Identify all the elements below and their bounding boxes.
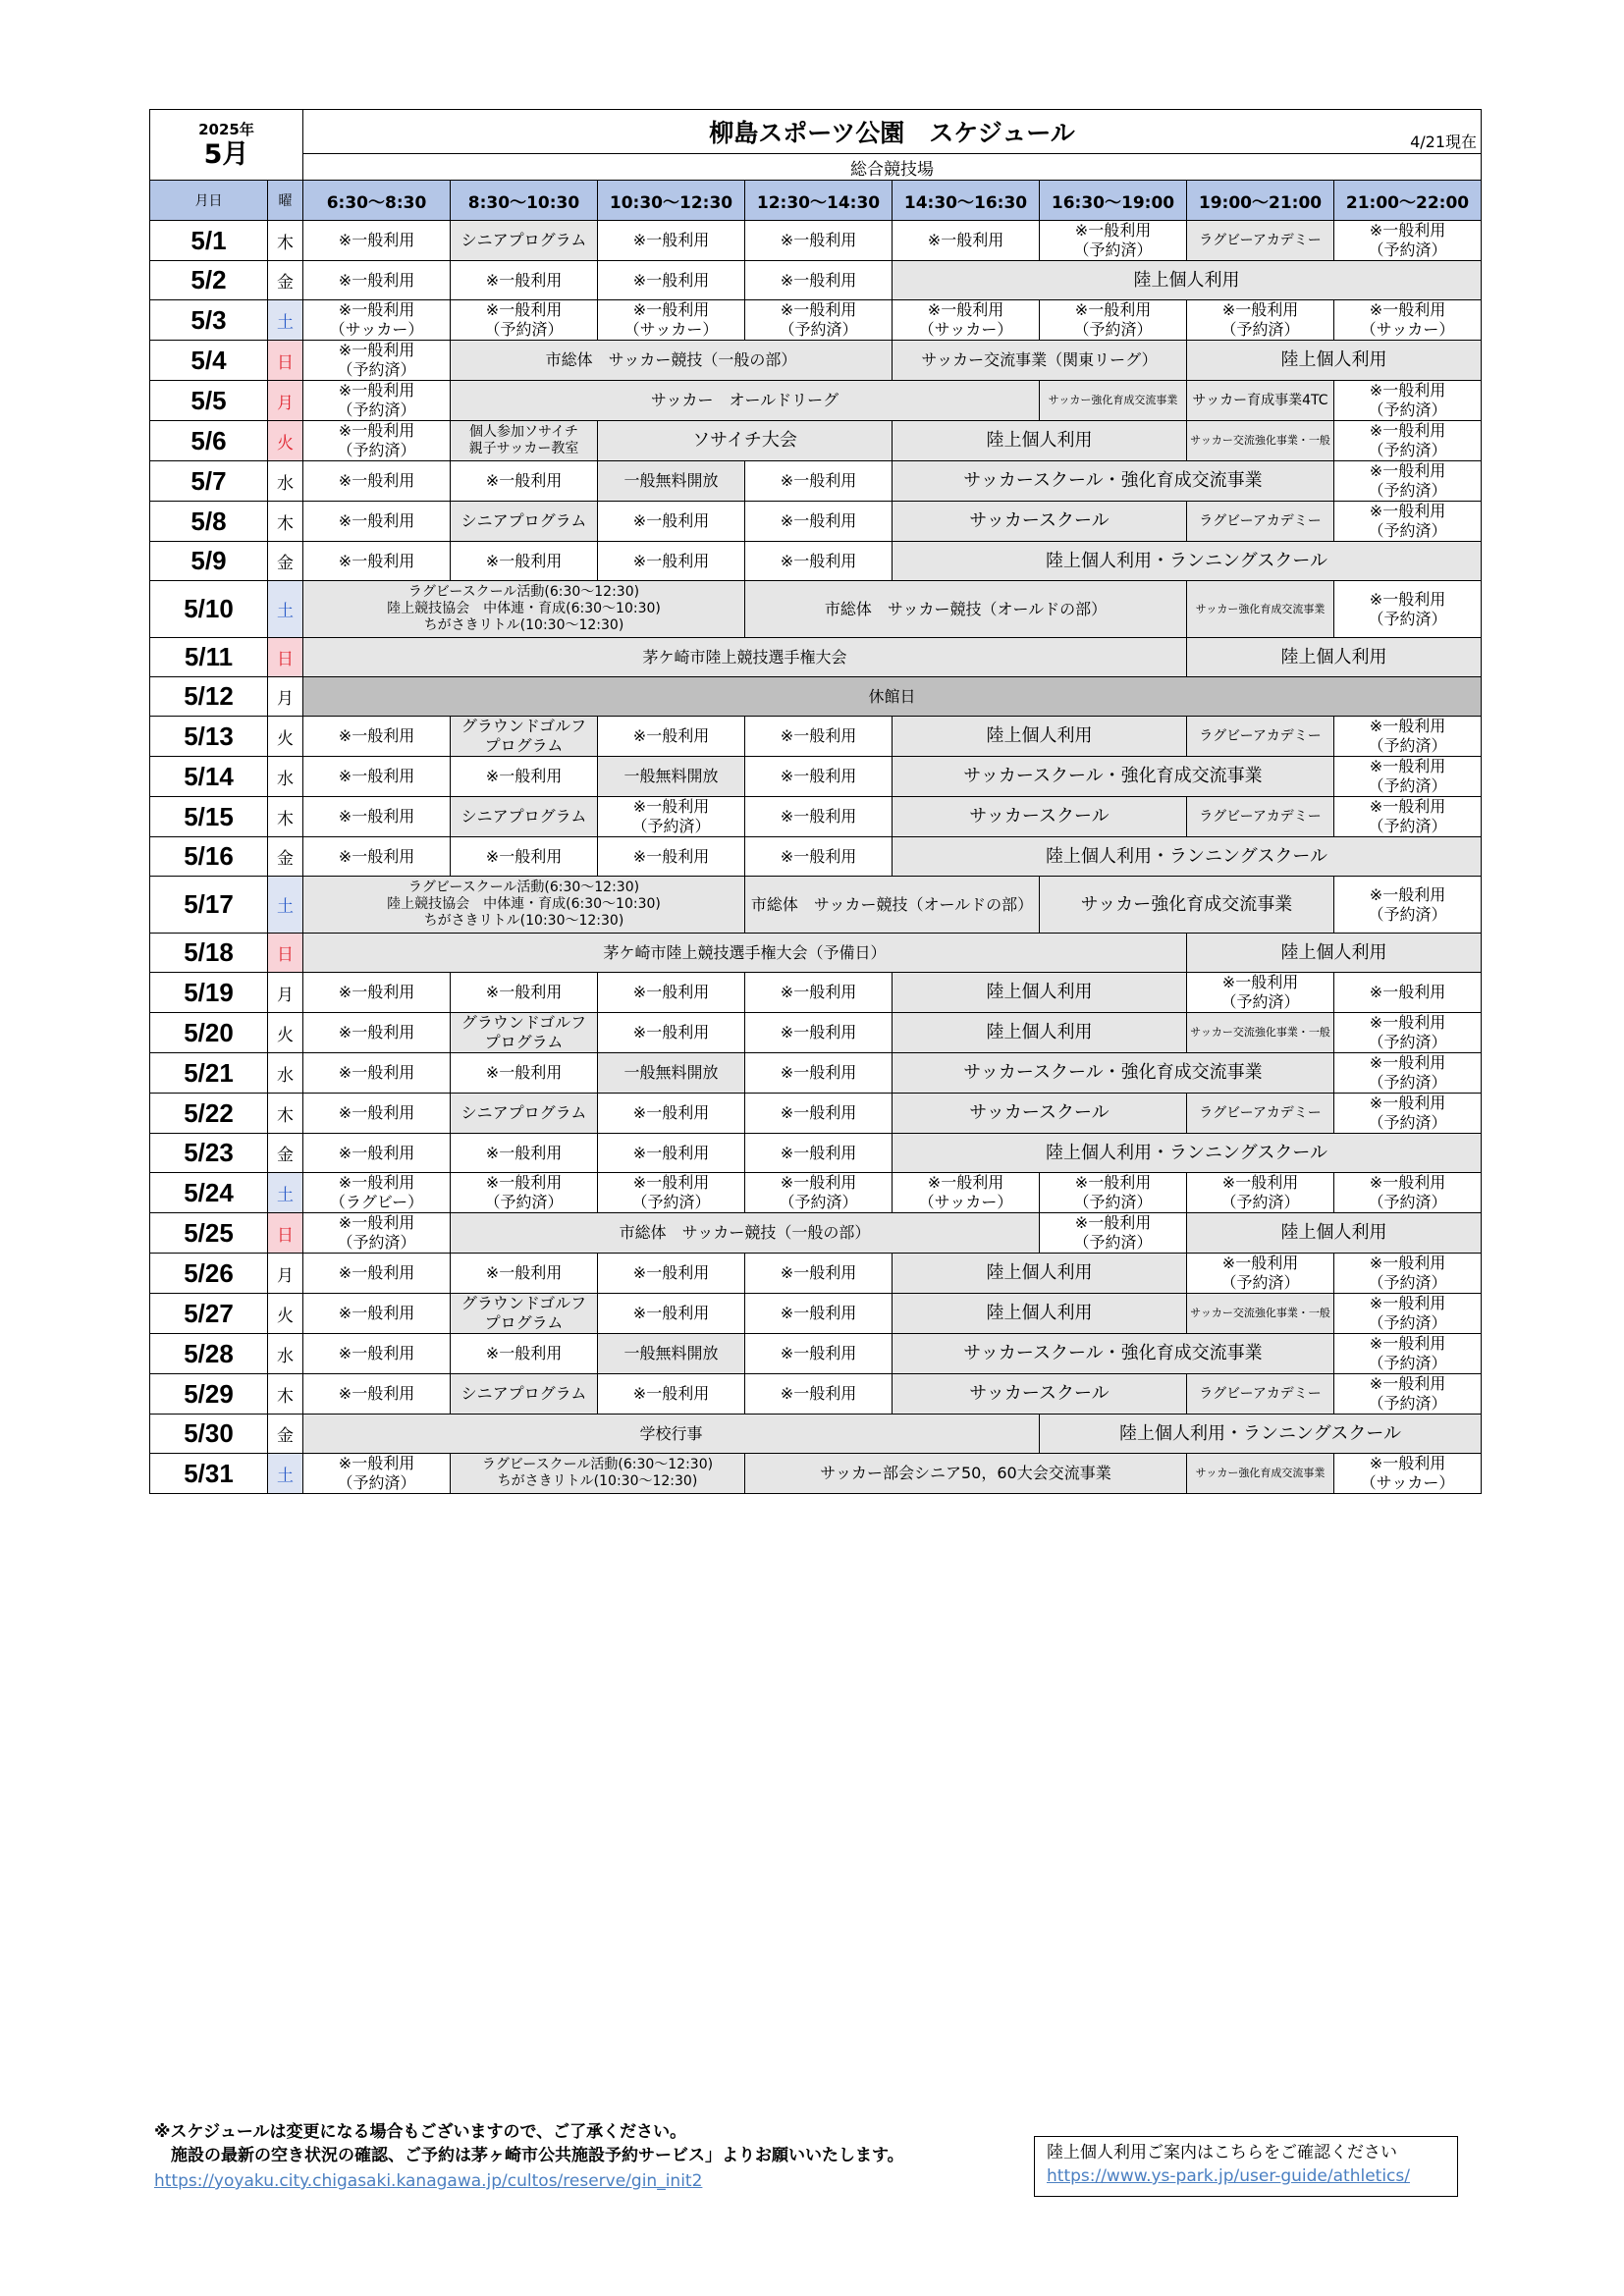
slot-cell: ※一般利用: [303, 837, 451, 877]
slot-cell: ※一般利用: [745, 1294, 893, 1334]
date-cell: 5/15: [150, 797, 268, 837]
slot-cell: ※一般利用: [598, 502, 745, 542]
slot-cell: ※一般利用 （サッカー）: [893, 300, 1040, 341]
slot-cell: ※一般利用 （予約済）: [303, 1454, 451, 1494]
schedule-row: [150, 542, 1482, 581]
slot-header: 6:30～8:30: [303, 181, 451, 221]
weekday-cell: 木: [268, 797, 303, 837]
slot-cell: 個人参加ソサイチ 親子サッカー教室: [451, 421, 598, 461]
weekday-cell: 土: [268, 300, 303, 341]
slot-cell: ※一般利用: [598, 261, 745, 300]
schedule-row: [150, 1134, 1482, 1173]
slot-cell: ※一般利用: [598, 1254, 745, 1294]
slot-cell: ※一般利用: [451, 837, 598, 877]
slot-cell: ラグビースクール活動(6:30～12:30) 陸上競技協会 中体連・育成(6:30～10:30) ちがさきリトル(10:30～12:30): [303, 877, 745, 934]
schedule-row: [150, 461, 1482, 502]
slot-cell: ※一般利用 （予約済）: [1334, 421, 1482, 461]
slot-cell: シニアプログラム: [451, 1094, 598, 1134]
schedule-row: [150, 1294, 1482, 1334]
venue-name: 総合競技場: [303, 154, 1482, 181]
schedule-row: [150, 341, 1482, 381]
weekday-cell: 日: [268, 341, 303, 381]
slot-cell: ※一般利用 （予約済）: [1040, 221, 1187, 261]
slot-cell: ※一般利用 （予約済）: [1334, 1053, 1482, 1094]
date-cell: 5/5: [150, 381, 268, 421]
date-cell: 5/14: [150, 757, 268, 797]
slot-cell: 茅ケ崎市陸上競技選手権大会: [303, 638, 1187, 677]
weekday-cell: 土: [268, 1454, 303, 1494]
slot-cell: サッカー強化育成交流事業: [1187, 581, 1334, 638]
date-cell: 5/25: [150, 1213, 268, 1254]
weekday-cell: 金: [268, 261, 303, 300]
date-cell: 5/4: [150, 341, 268, 381]
date-cell: 5/12: [150, 677, 268, 717]
slot-cell: 市総体 サッカー競技（一般の部）: [451, 341, 893, 381]
slot-header: 19:00～21:00: [1187, 181, 1334, 221]
slot-cell: サッカースクール・強化育成交流事業: [893, 461, 1334, 502]
slot-cell: ※一般利用 （予約済）: [1334, 1094, 1482, 1134]
slot-cell: ※一般利用: [598, 973, 745, 1013]
slot-cell: ※一般利用 （予約済）: [1187, 1254, 1334, 1294]
slot-cell: サッカー強化育成交流事業: [1187, 1454, 1334, 1494]
date-cell: 5/8: [150, 502, 268, 542]
date-cell: 5/11: [150, 638, 268, 677]
date-cell: 5/30: [150, 1415, 268, 1454]
slot-cell: ※一般利用: [745, 1334, 893, 1374]
athletics-info-box: [1034, 2136, 1458, 2197]
slot-cell: ※一般利用: [745, 221, 893, 261]
date-cell: 5/27: [150, 1294, 268, 1334]
slot-cell: 一般無料開放: [598, 757, 745, 797]
weekday-cell: 火: [268, 717, 303, 757]
weekday-cell: 月: [268, 1254, 303, 1294]
slot-cell: 一般無料開放: [598, 1053, 745, 1094]
slot-cell: ※一般利用: [303, 1334, 451, 1374]
slot-cell: ※一般利用 （予約済）: [1334, 1013, 1482, 1053]
reservation-notice: 施設の最新の空き状況の確認、ご予約は茅ヶ崎市公共施設予約サービス」よりお願いいたします。: [154, 2146, 904, 2165]
slot-cell: ※一般利用 （サッカー）: [303, 300, 451, 341]
slot-cell: ※一般利用: [303, 1053, 451, 1094]
slot-cell: 陸上個人利用: [1187, 638, 1482, 677]
slot-cell: ※一般利用: [303, 1134, 451, 1173]
reservation-link[interactable]: https://yoyaku.city.chigasaki.kanagawa.jp/cultos/reserve/gin_init2: [154, 2171, 703, 2191]
schedule-row: [150, 1013, 1482, 1053]
slot-cell: 一般無料開放: [598, 1334, 745, 1374]
schedule-row: [150, 973, 1482, 1013]
slot-cell: ※一般利用 （予約済）: [1334, 797, 1482, 837]
slot-cell: 陸上個人利用: [893, 261, 1482, 300]
slot-cell: ※一般利用 （予約済）: [303, 421, 451, 461]
slot-cell: ※一般利用: [303, 1294, 451, 1334]
slot-cell: ラグビーアカデミー: [1187, 221, 1334, 261]
slot-cell: ※一般利用: [598, 542, 745, 581]
slot-cell: サッカースクール: [893, 1094, 1187, 1134]
slot-cell: ※一般利用: [303, 502, 451, 542]
slot-cell: ※一般利用 （予約済）: [745, 300, 893, 341]
slot-cell: ※一般利用 （予約済）: [303, 341, 451, 381]
schedule-row: [150, 1334, 1482, 1374]
slot-cell: ※一般利用 （予約済）: [1187, 300, 1334, 341]
slot-cell: ラグビーアカデミー: [1187, 1094, 1334, 1134]
date-cell: 5/26: [150, 1254, 268, 1294]
closed-day-cell: 休館日: [303, 677, 1482, 717]
schedule-row: [150, 797, 1482, 837]
slot-cell: ※一般利用: [303, 261, 451, 300]
weekday-cell: 金: [268, 837, 303, 877]
slot-cell: ※一般利用: [745, 797, 893, 837]
slot-header: 14:30～16:30: [893, 181, 1040, 221]
slot-cell: ※一般利用: [745, 261, 893, 300]
weekday-cell: 日: [268, 1213, 303, 1254]
slot-cell: ※一般利用 （予約済）: [1187, 1173, 1334, 1213]
weekday-cell: 金: [268, 542, 303, 581]
slot-cell: ※一般利用: [598, 717, 745, 757]
schedule-row: [150, 837, 1482, 877]
slot-cell: ※一般利用: [303, 461, 451, 502]
slot-cell: ※一般利用: [303, 1254, 451, 1294]
date-cell: 5/22: [150, 1094, 268, 1134]
slot-cell: ※一般利用 （予約済）: [451, 1173, 598, 1213]
slot-cell: ※一般利用 （予約済）: [1334, 1374, 1482, 1415]
slot-cell: ラグビーアカデミー: [1187, 717, 1334, 757]
slot-cell: サッカー交流強化事業・一般: [1187, 421, 1334, 461]
slot-cell: ※一般利用 （予約済）: [1334, 581, 1482, 638]
slot-cell: ※一般利用: [745, 717, 893, 757]
schedule-row: [150, 757, 1482, 797]
schedule-row: [150, 677, 1482, 717]
slot-cell: ※一般利用: [451, 1334, 598, 1374]
slot-cell: 陸上個人利用: [1187, 934, 1482, 973]
slot-cell: ※一般利用 （予約済）: [1334, 502, 1482, 542]
slot-cell: ※一般利用 （予約済）: [1334, 1254, 1482, 1294]
slot-cell: ※一般利用: [303, 797, 451, 837]
weekday-cell: 木: [268, 1374, 303, 1415]
weekday-cell: 水: [268, 1053, 303, 1094]
slot-cell: サッカースクール: [893, 797, 1187, 837]
schedule-row: [150, 502, 1482, 542]
slot-cell: サッカー育成事業4TC: [1187, 381, 1334, 421]
date-cell: 5/17: [150, 877, 268, 934]
slot-cell: 陸上個人利用・ランニングスクール: [893, 837, 1482, 877]
slot-cell: ※一般利用: [303, 717, 451, 757]
slot-cell: ※一般利用 （予約済）: [1334, 877, 1482, 934]
slot-cell: ※一般利用 （予約済）: [1334, 1334, 1482, 1374]
schedule-row: [150, 1173, 1482, 1213]
schedule-row: [150, 1374, 1482, 1415]
date-cell: 5/9: [150, 542, 268, 581]
weekday-cell: 日: [268, 934, 303, 973]
slot-cell: ※一般利用 （予約済）: [1334, 717, 1482, 757]
athletics-info-link[interactable]: https://www.ys-park.jp/user-guide/athletics/: [1047, 2166, 1410, 2186]
schedule-row: [150, 1094, 1482, 1134]
slot-cell: ※一般利用: [745, 1254, 893, 1294]
slot-cell: サッカースクール・強化育成交流事業: [893, 757, 1334, 797]
slot-cell: サッカー強化育成交流事業: [1040, 877, 1334, 934]
slot-cell: ※一般利用: [1334, 973, 1482, 1013]
slot-cell: 陸上個人利用: [893, 973, 1187, 1013]
slot-cell: ラグビーアカデミー: [1187, 502, 1334, 542]
slot-cell: ※一般利用 （予約済）: [745, 1173, 893, 1213]
schedule-row: [150, 1454, 1482, 1494]
slot-cell: ※一般利用: [598, 1374, 745, 1415]
slot-cell: サッカー強化育成交流事業: [1040, 381, 1187, 421]
date-cell: 5/10: [150, 581, 268, 638]
weekday-cell: 水: [268, 757, 303, 797]
slot-header: 12:30～14:30: [745, 181, 893, 221]
slot-cell: ※一般利用 （予約済）: [1334, 381, 1482, 421]
slot-cell: 陸上個人利用: [1187, 1213, 1482, 1254]
slot-cell: ※一般利用: [745, 837, 893, 877]
weekday-cell: 金: [268, 1134, 303, 1173]
slot-cell: ※一般利用: [745, 757, 893, 797]
slot-cell: ※一般利用: [451, 757, 598, 797]
date-cell: 5/13: [150, 717, 268, 757]
year-month-cell: [150, 110, 303, 181]
weekday-cell: 水: [268, 1334, 303, 1374]
slot-cell: 学校行事: [303, 1415, 1040, 1454]
page-title-cell: [303, 110, 1482, 154]
date-cell: 5/24: [150, 1173, 268, 1213]
slot-cell: ※一般利用 （ラグビー）: [303, 1173, 451, 1213]
slot-cell: ※一般利用: [745, 1053, 893, 1094]
schedule-row: [150, 1053, 1482, 1094]
slot-cell: ※一般利用 （予約済）: [1334, 757, 1482, 797]
slot-cell: ※一般利用: [303, 757, 451, 797]
slot-cell: 市総体 サッカー競技（オールドの部）: [745, 581, 1187, 638]
weekday-cell: 火: [268, 421, 303, 461]
slot-cell: 一般無料開放: [598, 461, 745, 502]
slot-cell: シニアプログラム: [451, 1374, 598, 1415]
slot-cell: ※一般利用: [745, 461, 893, 502]
slot-cell: ※一般利用: [451, 1254, 598, 1294]
slot-cell: ※一般利用: [598, 1134, 745, 1173]
date-cell: 5/21: [150, 1053, 268, 1094]
slot-cell: サッカースクール・強化育成交流事業: [893, 1053, 1334, 1094]
slot-cell: シニアプログラム: [451, 221, 598, 261]
slot-cell: ※一般利用 （予約済）: [451, 300, 598, 341]
slot-header: 16:30～19:00: [1040, 181, 1187, 221]
athletics-info-label: 陸上個人利用ご案内はこちらをご確認ください: [1047, 2143, 1397, 2163]
slot-cell: グラウンドゴルフ プログラム: [451, 1294, 598, 1334]
weekday-cell: 火: [268, 1013, 303, 1053]
slot-cell: ※一般利用: [745, 1374, 893, 1415]
weekday-cell: 土: [268, 1173, 303, 1213]
schedule-row: [150, 717, 1482, 757]
slot-cell: ※一般利用: [598, 837, 745, 877]
slot-cell: ※一般利用: [745, 502, 893, 542]
slot-cell: ※一般利用 （予約済）: [1187, 973, 1334, 1013]
slot-cell: ※一般利用: [303, 1094, 451, 1134]
slot-cell: ※一般利用: [303, 1374, 451, 1415]
weekday-cell: 日: [268, 638, 303, 677]
slot-cell: 陸上個人利用: [893, 717, 1187, 757]
slot-cell: グラウンドゴルフ プログラム: [451, 717, 598, 757]
slot-header: 10:30～12:30: [598, 181, 745, 221]
month-label: 5月: [203, 138, 249, 170]
slot-cell: 市総体 サッカー競技（オールドの部）: [745, 877, 1040, 934]
footer-notes: [154, 2120, 1038, 2167]
slot-cell: 陸上個人利用: [893, 1013, 1187, 1053]
date-cell: 5/18: [150, 934, 268, 973]
date-cell: 5/31: [150, 1454, 268, 1494]
schedule-row: [150, 581, 1482, 638]
weekday-cell: 木: [268, 221, 303, 261]
date-column-header: 月日: [150, 181, 268, 221]
date-cell: 5/2: [150, 261, 268, 300]
schedule-row: [150, 1213, 1482, 1254]
slot-cell: 陸上個人利用: [893, 1254, 1187, 1294]
date-cell: 5/6: [150, 421, 268, 461]
slot-cell: 陸上個人利用: [893, 421, 1187, 461]
date-cell: 5/20: [150, 1013, 268, 1053]
slot-cell: ラグビースクール活動(6:30～12:30) ちがさきリトル(10:30～12:30): [451, 1454, 745, 1494]
schedule-row: [150, 877, 1482, 934]
schedule-table: [149, 109, 1482, 1494]
weekday-cell: 月: [268, 677, 303, 717]
slot-cell: サッカー オールドリーグ: [451, 381, 1040, 421]
slot-cell: ※一般利用 （予約済）: [1040, 1213, 1187, 1254]
slot-cell: 陸上個人利用・ランニングスクール: [893, 1134, 1482, 1173]
date-cell: 5/7: [150, 461, 268, 502]
slot-header: 21:00～22:00: [1334, 181, 1482, 221]
slot-cell: グラウンドゴルフ プログラム: [451, 1013, 598, 1053]
weekday-cell: 水: [268, 461, 303, 502]
slot-cell: ※一般利用 （予約済）: [1334, 1294, 1482, 1334]
schedule-row: [150, 934, 1482, 973]
slot-cell: ※一般利用 （サッカー）: [1334, 1454, 1482, 1494]
slot-cell: ※一般利用 （予約済）: [1334, 1173, 1482, 1213]
column-header-row: [150, 181, 1482, 221]
slot-cell: ※一般利用 （予約済）: [1040, 1173, 1187, 1213]
slot-cell: ※一般利用: [451, 261, 598, 300]
schedule-row: [150, 381, 1482, 421]
slot-cell: ※一般利用 （予約済）: [303, 381, 451, 421]
slot-cell: サッカー交流事業（関東リーグ）: [893, 341, 1187, 381]
year-label: 2025年: [198, 120, 254, 138]
slot-cell: ※一般利用 （予約済）: [303, 1213, 451, 1254]
slot-cell: ※一般利用: [893, 221, 1040, 261]
slot-cell: ※一般利用: [451, 461, 598, 502]
slot-cell: ※一般利用: [598, 1094, 745, 1134]
date-cell: 5/19: [150, 973, 268, 1013]
slot-cell: ※一般利用: [598, 1013, 745, 1053]
slot-cell: ※一般利用 （サッカー）: [1334, 300, 1482, 341]
slot-cell: ※一般利用 （予約済）: [598, 1173, 745, 1213]
date-cell: 5/16: [150, 837, 268, 877]
slot-cell: 陸上個人利用・ランニングスクール: [1040, 1415, 1482, 1454]
slot-cell: サッカー交流強化事業・一般: [1187, 1013, 1334, 1053]
weekday-cell: 土: [268, 581, 303, 638]
schedule-row: [150, 1415, 1482, 1454]
slot-cell: ※一般利用: [745, 1134, 893, 1173]
slot-cell: サッカースクール: [893, 502, 1187, 542]
slot-cell: ※一般利用: [451, 542, 598, 581]
slot-cell: サッカー部会シニア50，60大会交流事業: [745, 1454, 1187, 1494]
date-cell: 5/28: [150, 1334, 268, 1374]
schedule-row: [150, 221, 1482, 261]
slot-cell: ※一般利用: [303, 973, 451, 1013]
slot-cell: ※一般利用 （予約済）: [1334, 461, 1482, 502]
weekday-cell: 木: [268, 502, 303, 542]
slot-cell: 陸上個人利用: [1187, 341, 1482, 381]
weekday-cell: 月: [268, 381, 303, 421]
slot-cell: ※一般利用: [303, 542, 451, 581]
date-cell: 5/1: [150, 221, 268, 261]
slot-cell: ※一般利用: [451, 1134, 598, 1173]
slot-cell: 茅ケ崎市陸上競技選手権大会（予備日）: [303, 934, 1187, 973]
slot-cell: ラグビーアカデミー: [1187, 1374, 1334, 1415]
slot-cell: ※一般利用: [451, 1053, 598, 1094]
change-notice: ※スケジュールは変更になる場合もございますので、ご了承ください。: [154, 2122, 687, 2142]
slot-cell: ※一般利用: [598, 221, 745, 261]
slot-cell: ※一般利用 （サッカー）: [598, 300, 745, 341]
slot-cell: サッカー交流強化事業・一般: [1187, 1294, 1334, 1334]
slot-cell: ※一般利用: [745, 973, 893, 1013]
slot-cell: ※一般利用 （予約済）: [1040, 300, 1187, 341]
slot-cell: ※一般利用: [451, 973, 598, 1013]
weekday-cell: 土: [268, 877, 303, 934]
slot-cell: ラグビースクール活動(6:30～12:30) 陸上競技協会 中体連・育成(6:30～10:30) ちがさきリトル(10:30～12:30): [303, 581, 745, 638]
schedule-row: [150, 638, 1482, 677]
slot-cell: ※一般利用 （サッカー）: [893, 1173, 1040, 1213]
slot-cell: ※一般利用: [303, 1013, 451, 1053]
slot-cell: ラグビーアカデミー: [1187, 797, 1334, 837]
slot-header: 8:30～10:30: [451, 181, 598, 221]
slot-cell: シニアプログラム: [451, 502, 598, 542]
slot-cell: サッカースクール・強化育成交流事業: [893, 1334, 1334, 1374]
slot-cell: ※一般利用 （予約済）: [598, 797, 745, 837]
slot-cell: 陸上個人利用・ランニングスクール: [893, 542, 1482, 581]
schedule-row: [150, 261, 1482, 300]
weekday-cell: 月: [268, 973, 303, 1013]
schedule-row: [150, 421, 1482, 461]
schedule-row: [150, 1254, 1482, 1294]
date-cell: 5/23: [150, 1134, 268, 1173]
slot-cell: シニアプログラム: [451, 797, 598, 837]
slot-cell: ※一般利用: [598, 1294, 745, 1334]
date-cell: 5/29: [150, 1374, 268, 1415]
slot-cell: 陸上個人利用: [893, 1294, 1187, 1334]
slot-cell: ソサイチ大会: [598, 421, 893, 461]
slot-cell: ※一般利用: [745, 1094, 893, 1134]
slot-cell: ※一般利用 （予約済）: [1334, 221, 1482, 261]
slot-cell: 市総体 サッカー競技（一般の部）: [451, 1213, 1040, 1254]
page-title: 柳島スポーツ公園 スケジュール: [709, 119, 1075, 147]
slot-cell: ※一般利用: [745, 1013, 893, 1053]
weekday-cell: 木: [268, 1094, 303, 1134]
schedule-row: [150, 300, 1482, 341]
slot-cell: ※一般利用: [303, 221, 451, 261]
slot-cell: サッカースクール: [893, 1374, 1187, 1415]
weekday-cell: 金: [268, 1415, 303, 1454]
as-of-date: 4/21現在: [1410, 133, 1478, 151]
weekday-column-header: 曜: [268, 181, 303, 221]
weekday-cell: 火: [268, 1294, 303, 1334]
date-cell: 5/3: [150, 300, 268, 341]
slot-cell: ※一般利用: [745, 542, 893, 581]
